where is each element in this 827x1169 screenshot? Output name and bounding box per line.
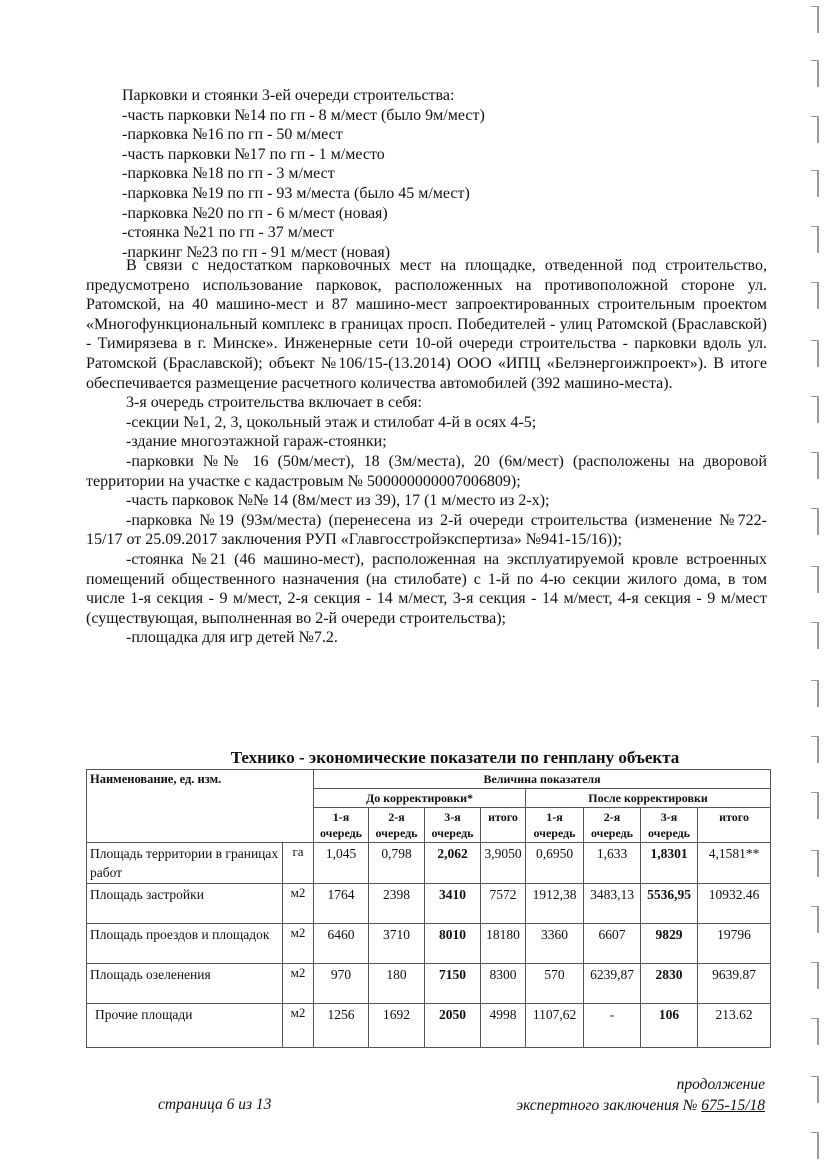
table-row [87, 924, 771, 964]
header-value: Величина показателя [314, 770, 771, 789]
cell-value: - [584, 1004, 641, 1048]
parking-list-item: -стоянка №21 по гп - 37 м/мест [122, 224, 335, 242]
cell-value: 1692 [369, 1004, 425, 1048]
cell-value: 6239,87 [584, 964, 641, 1004]
header-q2: 2-я очередь [369, 808, 425, 843]
cell-value: 5536,95 [641, 884, 698, 924]
cell-value: 9829 [641, 924, 698, 964]
header-q2: 2-я очередь [584, 808, 641, 843]
cell-value: 7150 [425, 964, 481, 1004]
cell-value: 4,1581** [698, 843, 771, 884]
table-title: Технико - экономические показатели по генплану объекта [230, 748, 680, 767]
header-name: Наименование, ед. изм. [87, 770, 314, 843]
cell-value: 10932.46 [698, 884, 771, 924]
cell-value: 970 [314, 964, 369, 1004]
parking-list-item: -парковка №19 по гп - 93 м/места (было 45 м/мест) [122, 184, 470, 202]
cell-value: 18180 [481, 924, 526, 964]
parking-list-item: -часть парковки №14 по гп - 8 м/мест (было 9м/мест) [122, 106, 485, 124]
header-q1: 1-я очередь [526, 808, 584, 843]
cell-value: 0,798 [369, 843, 425, 884]
cell-value: 2,062 [425, 843, 481, 884]
footer-continuation [516, 1074, 765, 1116]
scope-intro: 3-я очередь строительства включает в себя: [126, 394, 422, 412]
cell-value: 8010 [425, 924, 481, 964]
cell-value: 6460 [314, 924, 369, 964]
binding-edge-marks [805, 0, 819, 1169]
cell-value: 0,6950 [526, 843, 584, 884]
scope-item: -парковка №19 (93м/места) (перенесена из 2-й очереди строительства (изменение №722-15/17 от 25.09.2017 заключения РУП «Главгосстройэкспертиза» №941-15/16)); [86, 511, 767, 549]
cell-value: 3,9050 [481, 843, 526, 884]
row-name: Прочие площади [87, 1004, 283, 1048]
cell-value: 3410 [425, 884, 481, 924]
cell-value: 1,633 [584, 843, 641, 884]
cell-value: 3360 [526, 924, 584, 964]
row-unit: м2 [283, 1004, 314, 1048]
cell-value: 213.62 [698, 1004, 771, 1048]
cell-value: 570 [526, 964, 584, 1004]
table-header-row [87, 770, 771, 789]
parking-list-item: -часть парковки №17 по гп - 1 м/место [122, 145, 385, 163]
cell-value: 4998 [481, 1004, 526, 1048]
cell-value: 1764 [314, 884, 369, 924]
parking-list-item: -паркинг №23 по гп - 91 м/мест (новая) [122, 243, 391, 261]
row-name: Площадь проездов и площадок [87, 924, 283, 964]
cell-value: 180 [369, 964, 425, 1004]
cell-value: 1912,38 [526, 884, 584, 924]
parking-list-item: -парковка №16 по гп - 50 м/мест [122, 126, 343, 144]
cell-value: 1256 [314, 1004, 369, 1048]
parking-list [122, 86, 682, 262]
table-row [87, 843, 771, 884]
header-q1: 1-я очередь [314, 808, 369, 843]
header-total: итого [481, 808, 526, 843]
cell-value: 2830 [641, 964, 698, 1004]
cell-value: 3710 [369, 924, 425, 964]
cell-value: 106 [641, 1004, 698, 1048]
header-after: После корректировки [526, 789, 771, 808]
row-name: Площадь застройки [87, 884, 283, 924]
page-number: страница 6 из 13 [158, 1096, 272, 1113]
cell-value: 1,045 [314, 843, 369, 884]
row-name: Площадь территории в границах работ [87, 843, 283, 884]
table-row [87, 1004, 771, 1048]
scope-item: -площадка для игр детей №7.2. [126, 629, 338, 647]
cell-value: 1,8301 [641, 843, 698, 884]
cell-value: 19796 [698, 924, 771, 964]
conclusion-prefix: экспертного заключения № [516, 1097, 702, 1114]
conclusion-ref [516, 1095, 765, 1116]
header-before: До корректировки* [314, 789, 526, 808]
cell-value: 3483,13 [584, 884, 641, 924]
row-unit: м2 [283, 924, 314, 964]
parking-list-item: -парковка №18 по гп - 3 м/мест [122, 165, 335, 183]
cell-value: 8300 [481, 964, 526, 1004]
cell-value: 6607 [584, 924, 641, 964]
row-unit: м2 [283, 964, 314, 1004]
cell-value: 2398 [369, 884, 425, 924]
body-text [86, 256, 767, 648]
conclusion-number: 675-15/18 [701, 1097, 765, 1114]
continuation-label: продолжение [676, 1076, 765, 1093]
scope-item: -парковки №№ 16 (50м/мест), 18 (3м/места), 20 (6м/мест) (расположены на дворовой территории на участке с кадастровым № 500000000007006809); [86, 452, 767, 490]
parking-list-heading: Парковки и стоянки 3-ей очереди строительства: [122, 87, 455, 104]
scope-item: -секции №1, 2, 3, цокольный этаж и стилобат 4-й в осях 4-5; [126, 413, 537, 431]
scope-item: -часть парковок №№ 14 (8м/мест из 39), 17 (1 м/место из 2-х); [126, 492, 550, 510]
cell-value: 2050 [425, 1004, 481, 1048]
row-unit: га [283, 843, 314, 884]
header-q3: 3-я очередь [425, 808, 481, 843]
cell-value: 9639.87 [698, 964, 771, 1004]
row-name: Площадь озеленения [87, 964, 283, 1004]
header-total: итого [698, 808, 771, 843]
table-row [87, 964, 771, 1004]
paragraph-parking-shortage: В связи с недостатком парковочных мест на площадке, отведенной под строительство, предусмотрено использование парковок, расположенных на противоположной стороне ул. Ратомской, на 40 машино-мест и 87 машино-мест запроектированных строительным проектом «Многофункциональный комплекс в границах просп. Победителей - улиц Ратомской (Браславской) - Тимирязева в г. Минске». Инженерные сети 10-ой очереди строительства - парковки вдоль ул. Ратомской (Браславской); объект №106/15-(13.2014) ООО «ИПЦ «Белэнергоижпроект»). В итоге обеспечивается размещение расчетного количества автомобилей (392 машино-места). [86, 257, 767, 392]
cell-value: 1107,62 [526, 1004, 584, 1048]
scope-item: -стоянка №21 (46 машино-мест), расположенная на эксплуатируемой кровле встроенных помещений общественного назначения (на стилобате) с 1-й по 4-ю секции жилого дома, в том числе 1-я секция - 9 м/мест, 2-я секция - 14 м/мест, 3-я секция - 14 м/мест, 4-я секция - 9 м/мест (существующая, выполненная во 2-й очереди строительства); [86, 550, 767, 627]
parking-list-item: -парковка №20 по гп - 6 м/мест (новая) [122, 204, 388, 222]
row-unit: м2 [283, 884, 314, 924]
header-q3: 3-я очередь [641, 808, 698, 843]
table-row [87, 884, 771, 924]
cell-value: 7572 [481, 884, 526, 924]
indicators-table [86, 769, 771, 1048]
scope-item: -здание многоэтажной гараж-стоянки; [126, 433, 387, 451]
